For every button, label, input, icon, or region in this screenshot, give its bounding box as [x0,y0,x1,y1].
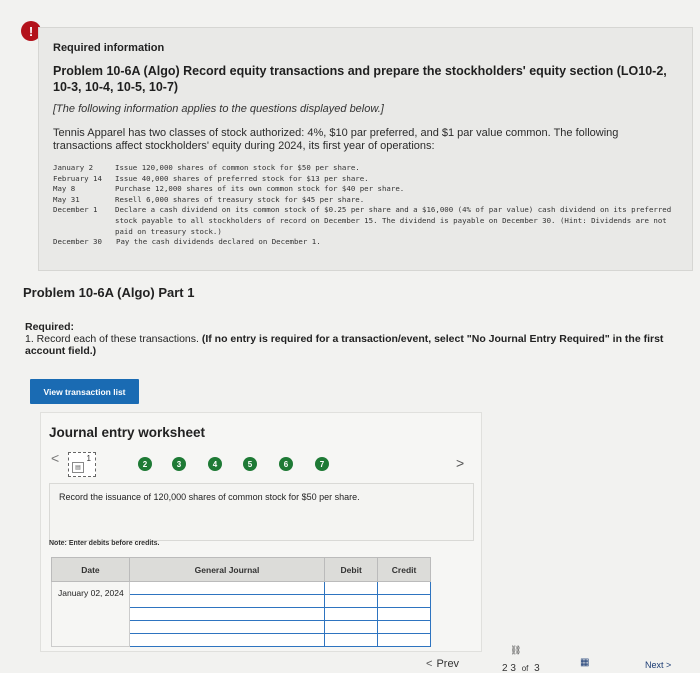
current-page: 2 [502,663,508,673]
step-2-badge[interactable]: 2 [138,457,152,471]
prev-label: Prev [436,658,460,670]
column-debit: Debit [325,558,378,582]
link-icon: ⛓ [510,645,522,655]
transaction-text: Pay the cash dividends declared on December 1. [116,237,321,247]
journal-row [52,582,431,595]
page-next: 3 [510,663,516,673]
transaction-row [53,163,680,174]
transaction-list [53,163,680,248]
view-transaction-list-button[interactable]: View transaction list [30,379,139,404]
of-label: of [521,664,529,673]
account-input[interactable] [129,634,324,647]
chevron-right-icon: > [666,660,672,670]
journal-table [51,557,431,647]
transaction-date: December 1 [53,205,98,215]
transaction-row [53,195,680,206]
transaction-date: January 2 [53,163,94,172]
grid-icon[interactable]: ▦ [580,657,590,668]
transaction-row [53,237,680,248]
chevron-right-icon[interactable]: > [456,455,465,471]
transaction-date: May 31 [53,194,80,204]
transaction-date: May 8 [53,184,76,194]
credit-input[interactable] [378,621,431,634]
part-title: Problem 10-6A (Algo) Part 1 [23,285,195,300]
transaction-text: Resell 6,000 shares of treasury stock for $45 per share. [115,194,365,204]
required-label: Required: [25,321,75,333]
transaction-text: Declare a cash dividend on its common stock of $0.25 per share and a $16,000 (4% of par value) cash dividend on its preferred stock payable to all stockholders of record on December 15. The dividend is payable on December 30. (Hint: Dividends are not paid on treasury stock.) [115,205,676,236]
record-instruction [49,483,474,541]
required-information-panel [38,27,693,271]
record-instruction-text: Record the issuance of 120,000 shares of common stock for $50 per share. [59,492,360,502]
transaction-row [53,174,680,185]
credit-input[interactable] [378,608,431,621]
transaction-text: Issue 120,000 shares of common stock for $50 per share. [115,163,360,172]
info-italic-note: [The following information applies to the questions displayed below.] [53,103,384,115]
account-input[interactable] [129,621,324,634]
account-input[interactable] [129,582,324,595]
transaction-date: December 30 [53,237,102,247]
required-text-bold: (If no entry is required for a transaction/event, select "No Journal Entry Required" in the first account field.) [25,333,664,357]
column-credit: Credit [378,558,431,582]
column-date: Date [52,558,130,582]
transaction-row [53,205,680,237]
step-number: 1 [86,454,91,463]
step-5-badge[interactable]: 5 [243,457,257,471]
journal-header-row [52,558,431,582]
credit-input[interactable] [378,595,431,608]
debit-input[interactable] [325,608,378,621]
step-4-badge[interactable]: 4 [208,457,222,471]
required-text [25,333,685,357]
step-1-tab[interactable] [68,452,96,477]
credit-input[interactable] [378,582,431,595]
page-indicator [502,663,540,673]
required-instructions [25,321,685,357]
chevron-left-icon[interactable]: < [51,450,60,466]
step-7-badge[interactable]: 7 [315,457,329,471]
total-pages: 3 [534,663,540,673]
date-cell: January 02, 2024 [52,582,130,647]
required-text-plain: 1. Record each of these transactions. [25,333,202,345]
debit-input[interactable] [325,634,378,647]
account-input[interactable] [129,595,324,608]
info-title: Required information [53,42,165,54]
journal-entry-worksheet [40,412,482,652]
debit-input[interactable] [325,621,378,634]
credit-input[interactable] [378,634,431,647]
transaction-text: Purchase 12,000 shares of its own common stock for $40 per share. [115,184,405,194]
prev-button[interactable] [426,658,459,670]
step-3-badge[interactable]: 3 [172,457,186,471]
next-label: Next [645,660,664,670]
transaction-row [53,184,680,195]
problem-heading: Problem 10-6A (Algo) Record equity transactions and prepare the stockholders' equity section (LO10-2, 10-3, 10-4, 10-5, 10-7) [53,64,667,94]
debit-input[interactable] [325,582,378,595]
worksheet-title: Journal entry worksheet [49,425,206,440]
account-input[interactable] [129,608,324,621]
note-debits-before-credits: Note: Enter debits before credits. [49,540,160,547]
chevron-left-icon: < [426,658,433,670]
alert-icon: ! [21,21,41,41]
info-paragraph: Tennis Apparel has two classes of stock authorized: 4%, $10 par preferred, and $1 par value common. The following transactions affect stockholders' equity during 2024, its first year of operations: [53,127,619,152]
debit-input[interactable] [325,595,378,608]
transaction-text: Issue 40,000 shares of preferred stock for $13 per share. [115,173,369,183]
step-6-badge[interactable]: 6 [279,457,293,471]
column-general-journal: General Journal [129,558,324,582]
page-icon: ▤ [72,462,84,473]
transaction-date: February 14 [53,173,102,183]
next-button[interactable] [645,660,671,670]
